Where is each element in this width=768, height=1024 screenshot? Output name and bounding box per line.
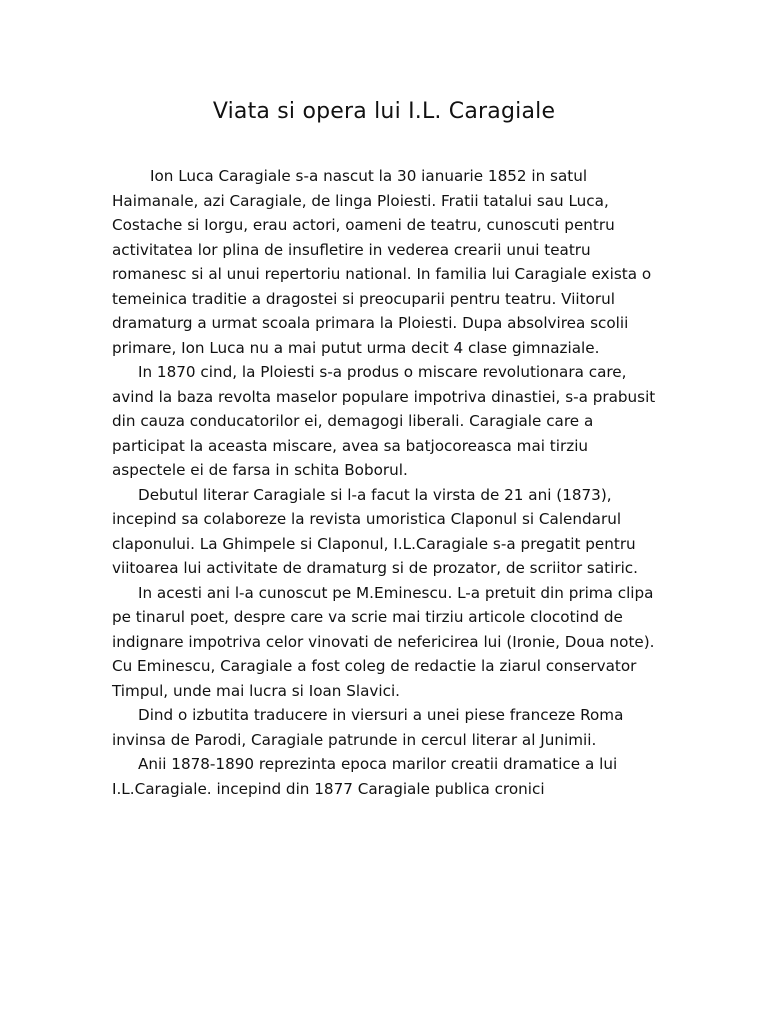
paragraph-5: Dind o izbutita traducere in viersuri a unei piese franceze Roma invinsa de Parodi, Caragiale patrunde in cercul literar al Junimii. bbox=[112, 706, 624, 749]
paragraph-2: In 1870 cind, la Ploiesti s-a produs o miscare revolutionara care, avind la baza revolta maselor populare impotriva dinastiei, s-a prabusit din cauza conducatorilor ei, demagogi liberali. Caragiale care a participat la aceasta miscare, avea sa batjocoreasca mai tirziu aspectele ei de farsa in schita Boborul. bbox=[112, 363, 656, 479]
document-title: Viata si opera lui I.L. Caragiale bbox=[212, 99, 556, 124]
paragraph-3: Debutul literar Caragiale si l-a facut la virsta de 21 ani (1873), incepind sa colaboreze la revista umoristica Claponul si Calendarul claponului. La Ghimpele si Claponul, I.L.Caragiale s-a pregatit pentru viitoarea lui activitate de dramaturg si de prozator, de scriitor satiric. bbox=[112, 485, 638, 577]
paragraph-4: In acesti ani l-a cunoscut pe M.Eminescu. L-a pretuit din prima clipa pe tinarul poet, despre care va scrie mai tirziu articole clocotind de indignare impotriva celor vinovati de nefericirea lui (Ironie, Doua note). Cu Eminescu, Caragiale a fost coleg de redactie la ziarul conservator Timpul, unde mai lucra si Ioan Slavici. bbox=[112, 583, 655, 700]
paragraph-1: Ion Luca Caragiale s-a nascut la 30 ianuarie 1852 in satul Haimanale, azi Caragiale, de linga Ploiesti. Fratii tatalui sau Luca, Costache si Iorgu, erau actori, oameni de teatru, cunoscuti pentru activitatea lor plina de insufletire in vederea crearii unui teatru romanesc si al unui repertoriu national. In familia lui Caragiale exista o temeinica traditie a dragostei si preocuparii pentru teatru. Viitorul dramaturg a urmat scoala primara la Ploiesti. Dupa absolvirea scolii primare, Ion Luca nu a mai putut urma decit 4 clase gimnaziale. bbox=[112, 167, 652, 357]
paragraph-6: Anii 1878-1890 reprezinta epoca marilor creatii dramatice a lui I.L.Caragiale. incepind din 1877 Caragiale publica cronici bbox=[112, 755, 618, 798]
document-body bbox=[112, 164, 660, 801]
